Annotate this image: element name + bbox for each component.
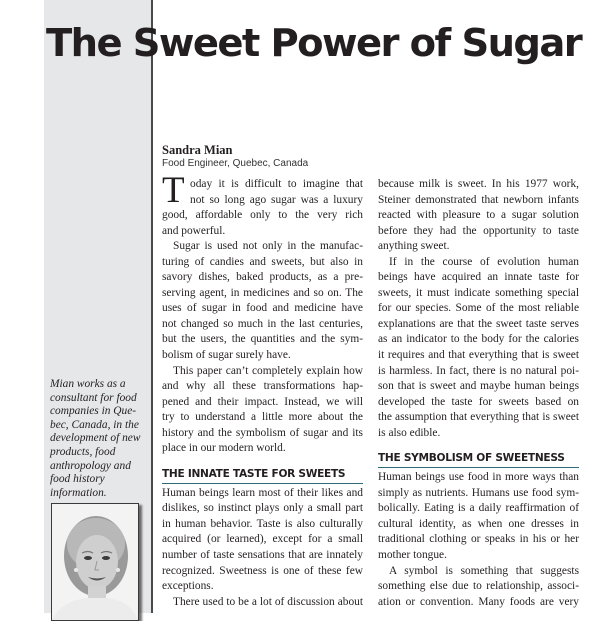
text-line: in human behavior. Taste is also culturally bbox=[162, 517, 363, 530]
paragraph bbox=[162, 595, 363, 611]
text-line: son that is sweet and maybe human beings bbox=[378, 380, 579, 393]
bio-line: development of new bbox=[50, 432, 141, 445]
text-line: acquired (or learned), except for a small bbox=[162, 533, 363, 546]
text-line: try to understand a little more about the bbox=[162, 411, 363, 424]
bio-line: bec, Canada, in the bbox=[50, 418, 139, 431]
text-column-2 bbox=[378, 177, 579, 610]
text-line: as an indicator to the body for the calories bbox=[378, 333, 579, 346]
text-line: oday it is difficult to imagine that bbox=[190, 178, 363, 190]
text-line: place in our modern world. bbox=[162, 442, 286, 455]
text-line: There used to be a lot of discussion about bbox=[173, 595, 363, 608]
text-line: turing of candies and sweets, but also in bbox=[162, 255, 363, 268]
bio-line: companies in Que- bbox=[50, 405, 137, 418]
text-line: Human beings use food in more ways than bbox=[378, 471, 579, 484]
section-heading-innate-taste: THE INNATE TASTE FOR SWEETS bbox=[162, 467, 363, 484]
paragraph bbox=[378, 470, 579, 563]
text-line: traditional clothing or speaks in his or her bbox=[378, 533, 579, 546]
paragraph bbox=[162, 486, 363, 595]
text-line: and why all these transformations hap- bbox=[162, 380, 363, 393]
text-line: it requires and that everything that is sweet bbox=[378, 349, 579, 362]
text-line: not changed so much in the last centuries, bbox=[162, 317, 363, 330]
author-role: Food Engineer, Quebec, Canada bbox=[162, 158, 309, 169]
text-line: good, affordable only to the very rich bbox=[162, 209, 363, 222]
text-line: cultural identity, as when one dresses in bbox=[378, 517, 579, 530]
text-line: beings have acquired an innate taste for bbox=[378, 271, 579, 284]
text-line: number of taste sensations that are innately bbox=[162, 549, 363, 562]
author-name: Sandra Mian bbox=[162, 143, 233, 157]
text-line: recognized. Sweetness is one of these few bbox=[162, 564, 363, 577]
text-line: pened and their impact. Instead, we will bbox=[162, 395, 363, 408]
text-line: history and the symbolism of sugar and its bbox=[162, 426, 363, 439]
text-line: simply as nutrients. Humans use food sym- bbox=[378, 486, 579, 499]
text-line: for our species. Some of the most reliable bbox=[378, 302, 579, 315]
text-line: the assumption that everything that is sweet bbox=[378, 411, 579, 424]
text-line: If in the course of evolution human bbox=[389, 255, 579, 268]
paragraph bbox=[378, 177, 579, 255]
text-line: mother tongue. bbox=[378, 549, 447, 562]
text-line: Human beings learn most of their likes and bbox=[162, 486, 363, 499]
text-line: A symbol is something that suggests bbox=[389, 564, 579, 577]
paragraph bbox=[378, 564, 579, 611]
text-line: Sugar is used not only in the manufac- bbox=[173, 240, 363, 253]
text-line: because milk is sweet. In his 1977 work, bbox=[378, 178, 579, 190]
bio-line: anthropology and bbox=[50, 459, 131, 472]
text-line: This paper can’t completely explain how bbox=[173, 364, 363, 377]
author-block bbox=[162, 143, 308, 170]
bio-line: consultant for food bbox=[50, 391, 137, 404]
text-column-1 bbox=[162, 170, 363, 610]
text-line: and powerful. bbox=[162, 224, 226, 237]
text-line: savory dishes, baked products, as a pre- bbox=[162, 271, 363, 284]
text-line: before they had the opportunity to taste bbox=[378, 224, 579, 237]
bio-line: information. bbox=[50, 486, 107, 499]
text-line: bolically. Eating is a daily reaffirmation of bbox=[378, 502, 579, 515]
paragraph bbox=[378, 255, 579, 442]
text-line: bolism of sugar surely have. bbox=[162, 349, 291, 362]
text-line: developed the taste for sweets based on bbox=[378, 395, 579, 408]
bio-line: Mian works as a bbox=[50, 378, 126, 390]
article-title: The Sweet Power of Sugar bbox=[46, 21, 582, 66]
author-photo bbox=[51, 503, 139, 621]
text-line: Steiner demonstrated that newborn infants bbox=[378, 193, 579, 206]
vertical-rule bbox=[151, 0, 153, 613]
text-line: serving agent, in medicines and so on. The bbox=[162, 286, 363, 299]
text-line: not so long ago sugar was a luxury bbox=[190, 193, 363, 206]
paragraph bbox=[162, 239, 363, 363]
text-line: anything sweet. bbox=[378, 240, 450, 253]
text-line: uses of sugar in food and medicine have bbox=[162, 302, 363, 315]
text-line: explanations are that the sweet taste serves bbox=[378, 317, 579, 330]
bio-line: products, food bbox=[50, 445, 116, 458]
portrait-image bbox=[52, 504, 138, 620]
paragraph bbox=[162, 364, 363, 457]
text-line: sweets, it must indicate something special bbox=[378, 286, 579, 299]
paragraph-intro bbox=[162, 170, 363, 239]
drop-cap: T bbox=[162, 170, 185, 211]
text-line: is also edible. bbox=[378, 426, 441, 439]
author-bio bbox=[50, 378, 146, 500]
text-line: something else due to relationship, associ- bbox=[378, 580, 579, 593]
text-line: dislikes, so instinct plays only a small part bbox=[162, 502, 363, 515]
text-line: ation or convention. Many foods are very bbox=[378, 595, 579, 608]
text-line: is harmless. In fact, there is no natural poi- bbox=[378, 364, 579, 377]
text-line: exceptions. bbox=[162, 580, 214, 593]
bio-line: food history bbox=[50, 473, 105, 486]
text-line: reacted with pleasure to a sugar solution bbox=[378, 209, 579, 222]
section-heading-symbolism: THE SYMBOLISM OF SWEETNESS bbox=[378, 451, 579, 468]
text-line: but the users, the quantities and the sym- bbox=[162, 333, 363, 346]
